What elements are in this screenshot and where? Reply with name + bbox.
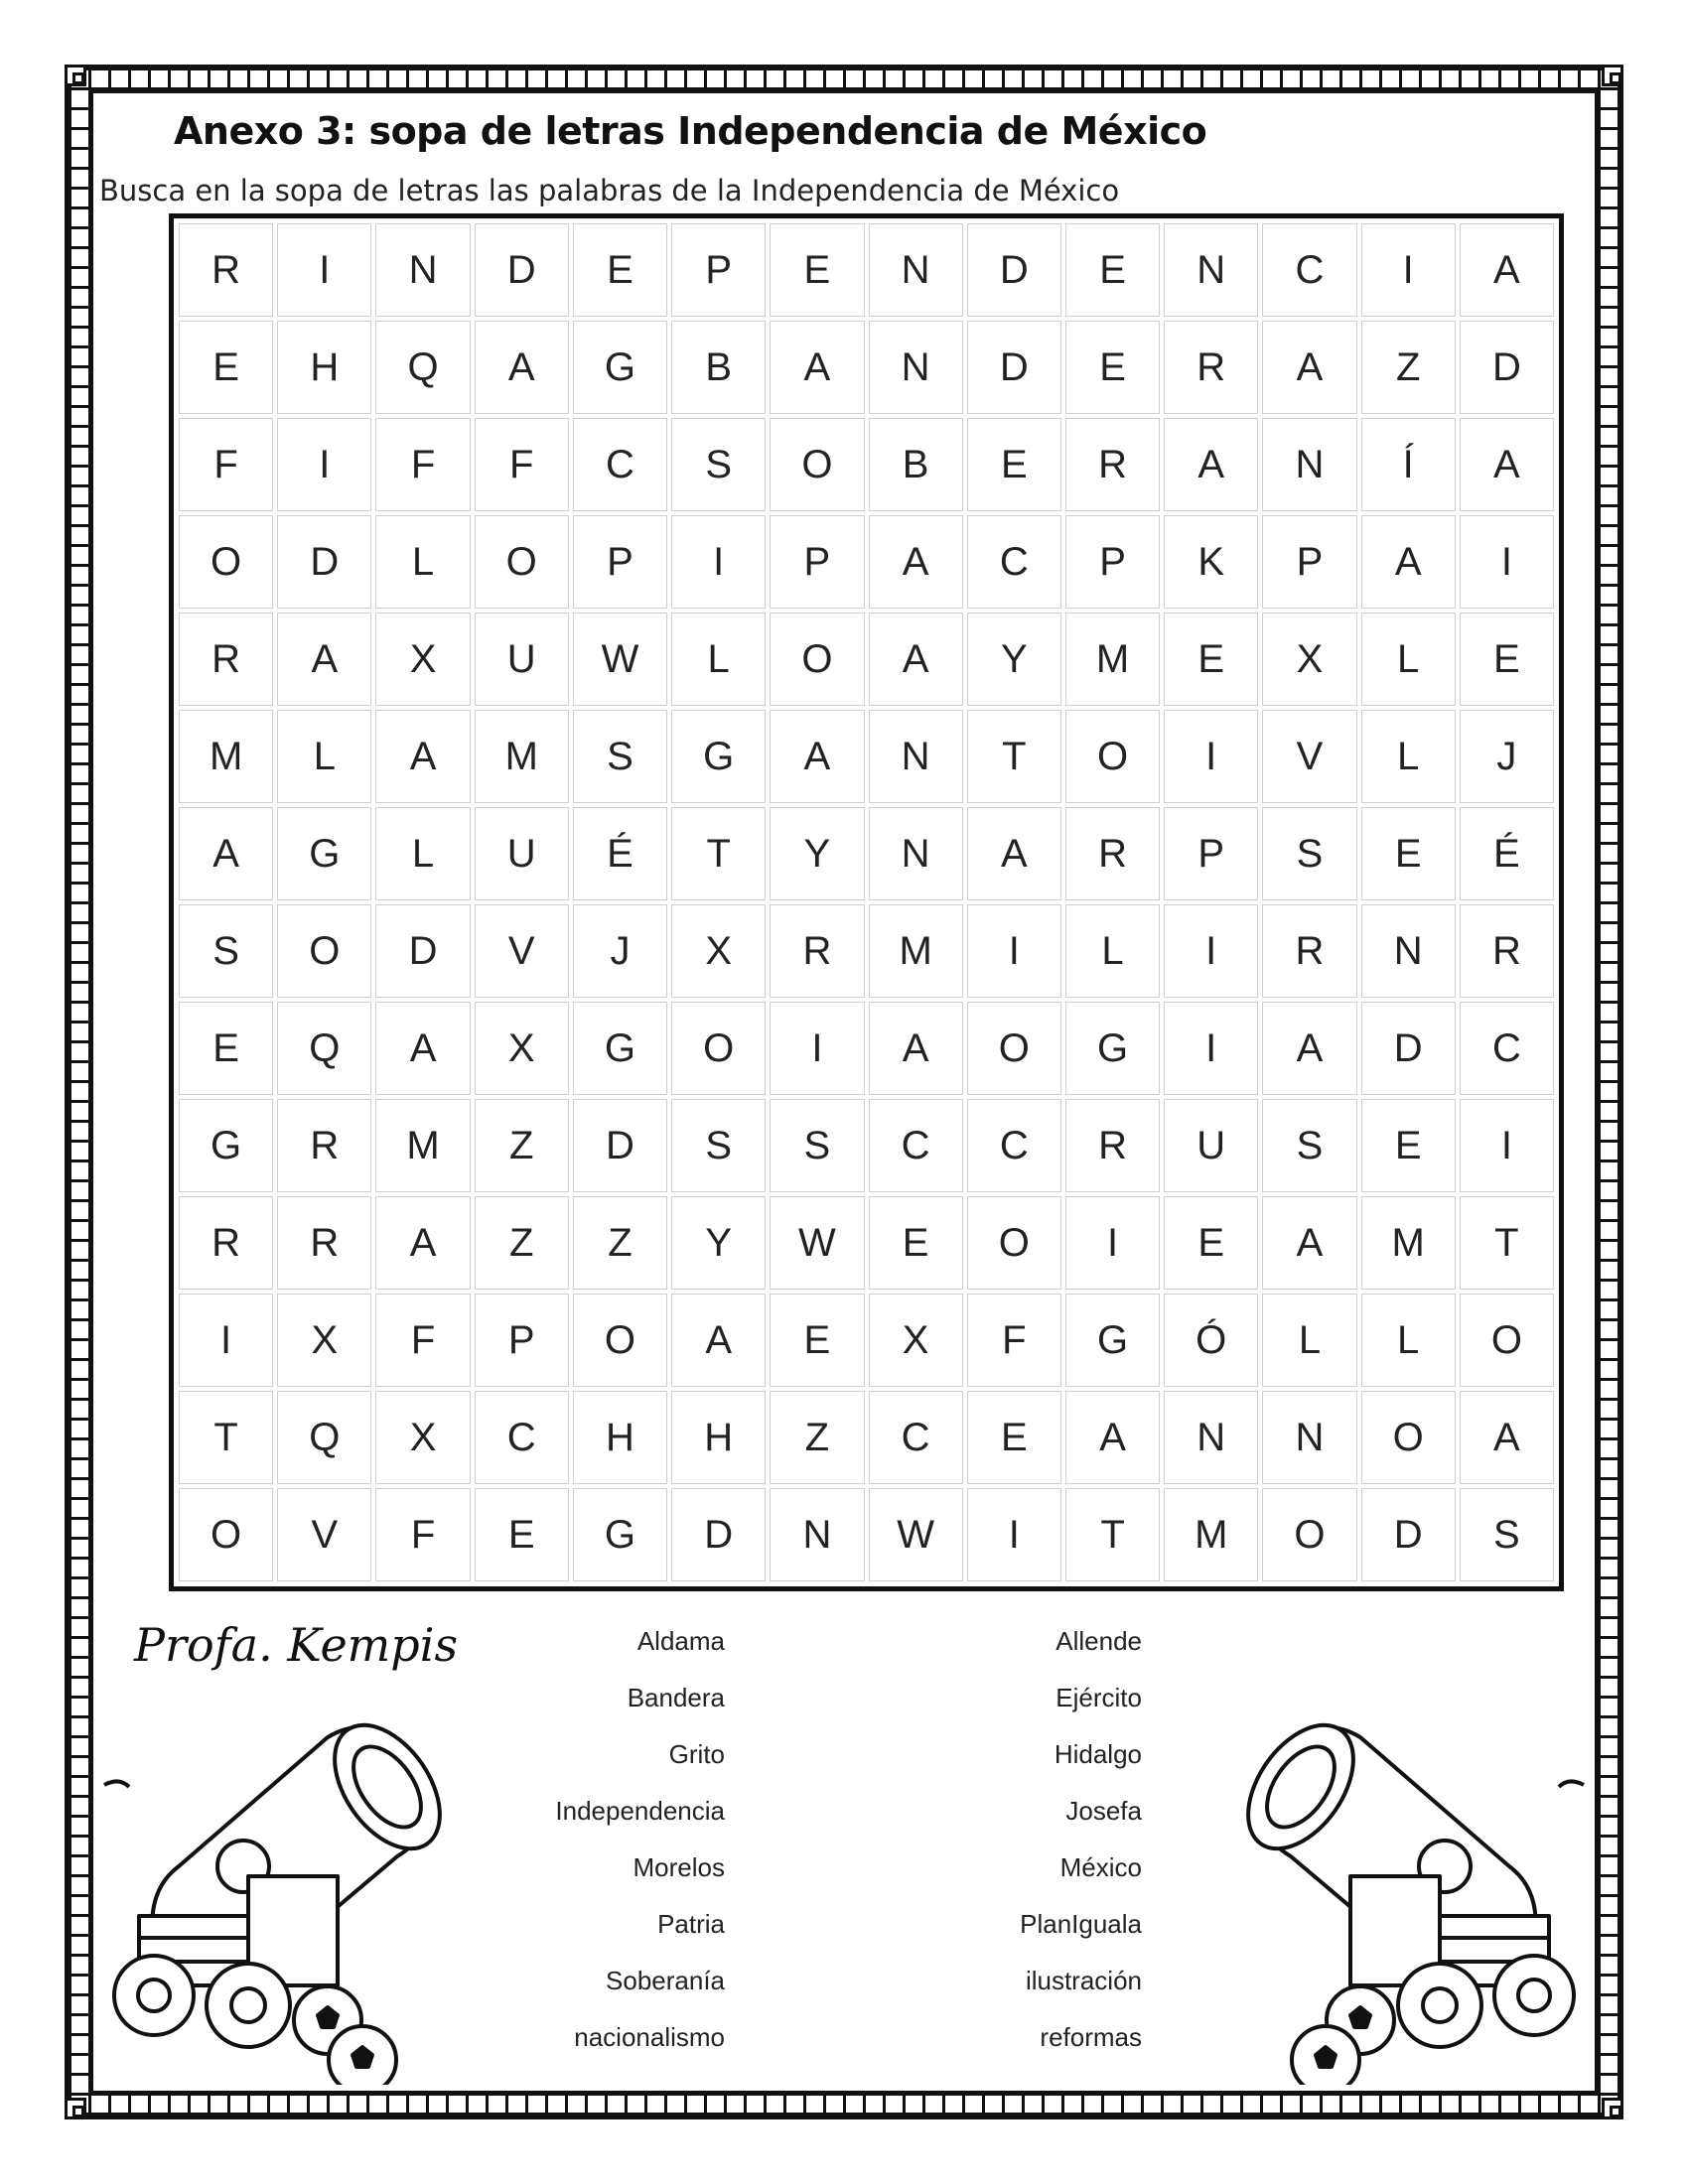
grid-cell: R [1065, 418, 1160, 511]
grid-cell: A [869, 1002, 963, 1095]
letter-grid [177, 221, 1556, 1583]
grid-cell: O [573, 1294, 667, 1387]
grid-cell: G [1065, 1294, 1160, 1387]
grid-cell: Z [770, 1391, 864, 1484]
teacher-signature: Profa. Kempis [134, 1618, 459, 1672]
grid-cell: S [671, 1099, 766, 1192]
grid-cell: D [967, 223, 1061, 317]
grid-cell: T [967, 710, 1061, 803]
grid-cell: C [475, 1391, 569, 1484]
grid-cell: O [671, 1002, 766, 1095]
word-list-item: nacionalismo [574, 2022, 725, 2052]
grid-cell: Z [573, 1196, 667, 1290]
grid-cell: I [1361, 223, 1456, 317]
grid-cell: A [1262, 321, 1356, 414]
grid-cell: B [671, 321, 766, 414]
grid-cell: I [1065, 1196, 1160, 1290]
grid-cell: J [573, 904, 667, 998]
grid-cell: I [967, 904, 1061, 998]
grid-cell: A [375, 710, 470, 803]
grid-cell: B [869, 418, 963, 511]
grid-cell: E [573, 223, 667, 317]
grid-cell: V [277, 1488, 371, 1581]
grid-cell: N [1164, 1391, 1258, 1484]
grid-cell: D [1361, 1488, 1456, 1581]
grid-cell: D [1361, 1002, 1456, 1095]
word-list-item: reformas [1040, 2022, 1142, 2052]
grid-cell: H [277, 321, 371, 414]
border-corner-bottom-left [65, 2098, 86, 2119]
grid-cell: R [770, 904, 864, 998]
grid-cell: A [375, 1002, 470, 1095]
grid-cell: E [179, 1002, 273, 1095]
grid-cell: G [277, 807, 371, 900]
grid-cell: D [967, 321, 1061, 414]
grid-cell: E [967, 418, 1061, 511]
word-list-item: Patria [657, 1909, 725, 1939]
grid-cell: C [869, 1099, 963, 1192]
grid-cell: Y [671, 1196, 766, 1290]
grid-cell: L [671, 613, 766, 706]
grid-cell: E [1361, 1099, 1456, 1192]
grid-cell: W [573, 613, 667, 706]
grid-cell: V [1262, 710, 1356, 803]
grid-cell: A [770, 321, 864, 414]
grid-cell: A [1164, 418, 1258, 511]
grid-cell: E [967, 1391, 1061, 1484]
grid-cell: T [1460, 1196, 1554, 1290]
page-title: Anexo 3: sopa de letras Independencia de México [174, 109, 1207, 153]
grid-cell: D [277, 515, 371, 609]
border-corner-top-left [65, 65, 86, 86]
grid-cell: D [375, 904, 470, 998]
grid-cell: I [1460, 1099, 1554, 1192]
grid-cell: W [869, 1488, 963, 1581]
grid-cell: F [375, 418, 470, 511]
grid-cell: A [277, 613, 371, 706]
grid-cell: S [1262, 807, 1356, 900]
grid-cell: R [277, 1099, 371, 1192]
grid-cell: D [475, 223, 569, 317]
grid-cell: A [375, 1196, 470, 1290]
grid-cell: O [179, 515, 273, 609]
instructions: Busca en la sopa de letras las palabras de la Independencia de México [99, 174, 1120, 207]
grid-cell: L [1262, 1294, 1356, 1387]
grid-cell: Q [277, 1002, 371, 1095]
grid-cell: N [869, 321, 963, 414]
grid-cell: R [1460, 904, 1554, 998]
grid-cell: D [573, 1099, 667, 1192]
border-corner-bottom-right [1602, 2098, 1623, 2119]
grid-cell: T [671, 807, 766, 900]
grid-cell: N [1262, 1391, 1356, 1484]
grid-cell: G [573, 1002, 667, 1095]
grid-cell: A [1065, 1391, 1160, 1484]
grid-cell: A [1460, 418, 1554, 511]
word-list-item: Allende [1055, 1626, 1142, 1656]
grid-cell: A [1460, 1391, 1554, 1484]
grid-cell: A [869, 515, 963, 609]
cannon-icon [1211, 1668, 1589, 2085]
grid-cell: E [1164, 613, 1258, 706]
grid-cell: M [1361, 1196, 1456, 1290]
grid-cell: P [770, 515, 864, 609]
grid-cell: R [277, 1196, 371, 1290]
grid-cell: É [1460, 807, 1554, 900]
grid-cell: O [1460, 1294, 1554, 1387]
grid-cell: A [671, 1294, 766, 1387]
word-list-item: ilustración [1025, 1966, 1142, 1995]
grid-cell: X [1262, 613, 1356, 706]
grid-cell: C [869, 1391, 963, 1484]
grid-cell: O [770, 418, 864, 511]
grid-cell: K [1164, 515, 1258, 609]
word-list-item: Grito [668, 1739, 725, 1769]
grid-cell: E [770, 223, 864, 317]
grid-cell: H [671, 1391, 766, 1484]
grid-cell: C [1460, 1002, 1554, 1095]
grid-cell: É [573, 807, 667, 900]
grid-cell: R [179, 1196, 273, 1290]
grid-cell: M [1065, 613, 1160, 706]
grid-cell: R [179, 223, 273, 317]
cannon-icon [99, 1668, 477, 2085]
grid-cell: S [1262, 1099, 1356, 1192]
grid-cell: I [1164, 710, 1258, 803]
grid-cell: G [573, 1488, 667, 1581]
grid-cell: P [573, 515, 667, 609]
grid-cell: C [573, 418, 667, 511]
grid-cell: M [179, 710, 273, 803]
grid-cell: P [1164, 807, 1258, 900]
grid-cell: E [869, 1196, 963, 1290]
grid-cell: N [869, 710, 963, 803]
border-corner-top-right [1602, 65, 1623, 86]
grid-cell: T [179, 1391, 273, 1484]
grid-cell: S [770, 1099, 864, 1192]
grid-cell: L [1361, 1294, 1456, 1387]
word-list-item: Hidalgo [1054, 1739, 1142, 1769]
grid-cell: I [770, 1002, 864, 1095]
grid-cell: C [967, 1099, 1061, 1192]
grid-cell: A [1262, 1002, 1356, 1095]
grid-cell: M [375, 1099, 470, 1192]
grid-cell: E [1065, 223, 1160, 317]
grid-cell: D [1460, 321, 1554, 414]
grid-cell: F [179, 418, 273, 511]
grid-cell: L [375, 807, 470, 900]
grid-cell: E [770, 1294, 864, 1387]
word-list-item: México [1059, 1852, 1142, 1882]
word-list-item: Independencia [555, 1796, 725, 1826]
word-list-item: Aldama [636, 1626, 725, 1656]
grid-cell: I [277, 223, 371, 317]
grid-cell: O [967, 1196, 1061, 1290]
grid-cell: G [179, 1099, 273, 1192]
grid-cell: E [475, 1488, 569, 1581]
grid-cell: E [1065, 321, 1160, 414]
grid-cell: M [475, 710, 569, 803]
grid-cell: T [1065, 1488, 1160, 1581]
grid-cell: E [1361, 807, 1456, 900]
grid-cell: F [967, 1294, 1061, 1387]
grid-cell: P [1065, 515, 1160, 609]
grid-cell: R [1164, 321, 1258, 414]
grid-cell: F [375, 1294, 470, 1387]
grid-cell: A [1262, 1196, 1356, 1290]
grid-cell: Z [1361, 321, 1456, 414]
word-list-item: PlanIguala [1020, 1909, 1142, 1939]
grid-cell: A [770, 710, 864, 803]
grid-cell: O [770, 613, 864, 706]
grid-cell: R [179, 613, 273, 706]
grid-cell: L [1361, 613, 1456, 706]
grid-cell: X [277, 1294, 371, 1387]
word-list-item: Ejército [1055, 1683, 1142, 1712]
grid-cell: G [573, 321, 667, 414]
grid-cell: Z [475, 1196, 569, 1290]
grid-cell: X [475, 1002, 569, 1095]
grid-cell: A [1460, 223, 1554, 317]
grid-cell: Y [770, 807, 864, 900]
grid-cell: N [869, 807, 963, 900]
grid-cell: Z [475, 1099, 569, 1192]
grid-cell: W [770, 1196, 864, 1290]
grid-cell: O [1262, 1488, 1356, 1581]
grid-cell: X [869, 1294, 963, 1387]
grid-cell: N [375, 223, 470, 317]
grid-cell: X [671, 904, 766, 998]
grid-cell: S [573, 710, 667, 803]
grid-cell: R [1262, 904, 1356, 998]
grid-cell: U [1164, 1099, 1258, 1192]
grid-cell: I [1164, 904, 1258, 998]
grid-cell: I [1460, 515, 1554, 609]
grid-cell: L [1065, 904, 1160, 998]
grid-cell: L [1361, 710, 1456, 803]
grid-cell: A [1361, 515, 1456, 609]
grid-cell: Q [375, 321, 470, 414]
grid-cell: N [1361, 904, 1456, 998]
grid-cell: R [1065, 807, 1160, 900]
grid-cell: L [375, 515, 470, 609]
grid-cell: E [1164, 1196, 1258, 1290]
grid-cell: N [1262, 418, 1356, 511]
grid-cell: A [967, 807, 1061, 900]
grid-cell: G [1065, 1002, 1160, 1095]
grid-cell: O [179, 1488, 273, 1581]
grid-cell: O [277, 904, 371, 998]
word-list-item: Josefa [1065, 1796, 1142, 1826]
grid-cell: L [277, 710, 371, 803]
grid-cell: O [475, 515, 569, 609]
grid-cell: U [475, 807, 569, 900]
grid-cell: A [475, 321, 569, 414]
grid-cell: I [277, 418, 371, 511]
grid-cell: N [869, 223, 963, 317]
grid-cell: E [179, 321, 273, 414]
grid-cell: M [869, 904, 963, 998]
grid-cell: X [375, 1391, 470, 1484]
grid-cell: D [671, 1488, 766, 1581]
grid-cell: N [1164, 223, 1258, 317]
grid-cell: N [770, 1488, 864, 1581]
grid-cell: O [1065, 710, 1160, 803]
grid-cell: Y [967, 613, 1061, 706]
grid-cell: Q [277, 1391, 371, 1484]
word-list-item: Morelos [633, 1852, 725, 1882]
grid-cell: Ó [1164, 1294, 1258, 1387]
word-list-item: Bandera [627, 1683, 725, 1712]
grid-cell: O [1361, 1391, 1456, 1484]
grid-cell: I [1164, 1002, 1258, 1095]
grid-cell: S [671, 418, 766, 511]
grid-cell: X [375, 613, 470, 706]
grid-cell: G [671, 710, 766, 803]
word-list-left [477, 1626, 725, 2079]
grid-cell: A [869, 613, 963, 706]
grid-cell: O [967, 1002, 1061, 1095]
grid-cell: Í [1361, 418, 1456, 511]
grid-cell: M [1164, 1488, 1258, 1581]
word-search-grid [169, 213, 1564, 1591]
word-list-item: Soberanía [606, 1966, 725, 1995]
grid-cell: H [573, 1391, 667, 1484]
grid-cell: P [671, 223, 766, 317]
grid-cell: P [475, 1294, 569, 1387]
grid-cell: R [1065, 1099, 1160, 1192]
grid-cell: I [671, 515, 766, 609]
grid-cell: I [179, 1294, 273, 1387]
grid-cell: V [475, 904, 569, 998]
grid-cell: A [179, 807, 273, 900]
grid-cell: S [179, 904, 273, 998]
grid-cell: I [967, 1488, 1061, 1581]
grid-cell: U [475, 613, 569, 706]
grid-cell: J [1460, 710, 1554, 803]
grid-cell: P [1262, 515, 1356, 609]
grid-cell: C [967, 515, 1061, 609]
grid-cell: C [1262, 223, 1356, 317]
word-list-right [894, 1626, 1142, 2079]
grid-cell: F [475, 418, 569, 511]
grid-cell: E [1460, 613, 1554, 706]
grid-cell: F [375, 1488, 470, 1581]
grid-cell: S [1460, 1488, 1554, 1581]
